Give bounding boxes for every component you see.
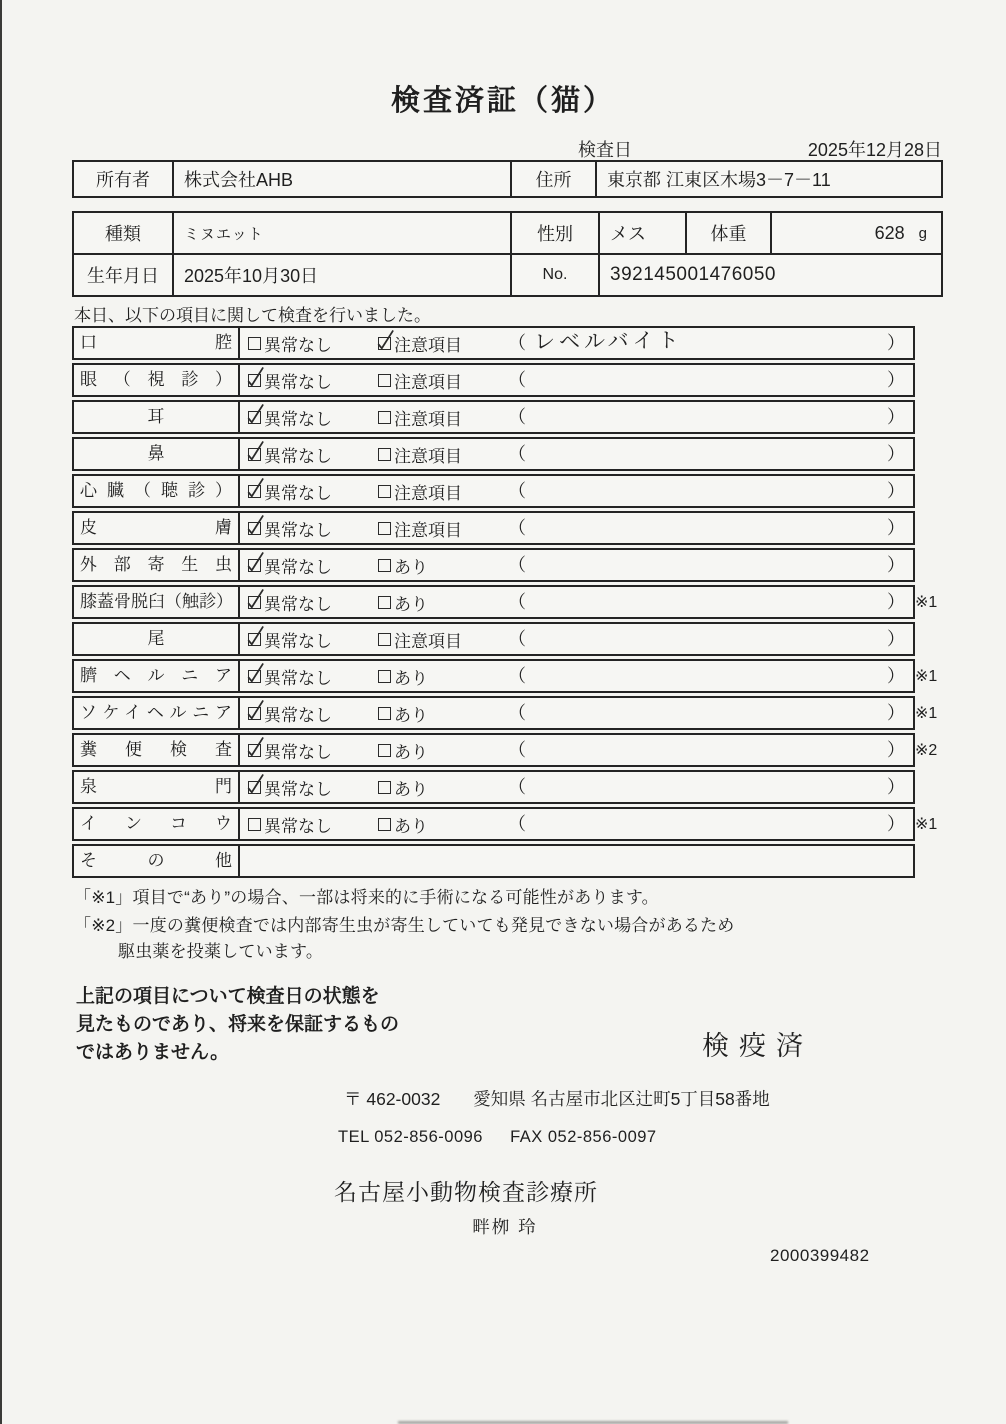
exam-row (72, 363, 915, 397)
no-abnormality-label: 異常なし (264, 631, 332, 651)
no-abnormality-checkbox[interactable] (248, 670, 261, 683)
weight-value: 628 (874, 222, 905, 243)
remarks-paren-open: （ (508, 666, 526, 686)
no-abnormality-checkbox[interactable] (248, 485, 261, 498)
no-abnormality-checkbox[interactable] (248, 522, 261, 535)
exam-row-content (240, 698, 913, 728)
scan-edge-artifact (0, 0, 2, 1424)
exam-item-label: インコウ (74, 809, 240, 839)
breed-value: ミヌエット (174, 213, 512, 253)
exam-item-label: その他 (74, 846, 240, 876)
no-abnormality-option (248, 550, 332, 580)
no-abnormality-label: 異常なし (264, 372, 332, 392)
owner-table (72, 160, 943, 198)
exam-row (72, 696, 938, 730)
finding-checkbox[interactable] (378, 596, 391, 609)
no-abnormality-label: 異常なし (264, 594, 332, 614)
finding-checkbox[interactable] (378, 448, 391, 461)
finding-checkbox[interactable] (378, 818, 391, 831)
remarks-paren-close: ） (887, 703, 905, 723)
finding-option (378, 772, 428, 802)
remarks-paren-close: ） (887, 370, 905, 390)
clinic-fax: FAX 052-856-0097 (510, 1128, 657, 1146)
finding-option (378, 476, 462, 506)
finding-checkbox[interactable] (378, 522, 391, 535)
no-abnormality-checkbox[interactable] (248, 337, 261, 350)
breed-label: 種類 (74, 213, 174, 253)
remarks-paren-close: ） (887, 444, 905, 464)
finding-option (378, 698, 428, 728)
intro-text: 本日、以下の項目に関して検査を行いました。 (74, 306, 431, 325)
remarks-paren-close: ） (887, 481, 905, 501)
remarks-paren-open: （ (508, 592, 526, 612)
clinic-address: 愛知県 名古屋市北区辻町5丁目58番地 (473, 1089, 770, 1109)
exam-item-label: 泉門 (74, 772, 240, 802)
owner-value: 株式会社AHB (174, 162, 512, 196)
exam-row (72, 400, 915, 434)
finding-checkbox[interactable] (378, 633, 391, 646)
exam-row (72, 326, 915, 360)
remarks-paren-open: （ (508, 481, 526, 501)
exam-item-label: 外部寄生虫 (74, 550, 240, 580)
finding-label: あり (394, 742, 428, 762)
no-abnormality-label: 異常なし (264, 705, 332, 725)
exam-row (72, 585, 938, 619)
exam-item-label: 皮膚 (74, 513, 240, 543)
no-abnormality-label: 異常なし (264, 335, 332, 355)
veterinarian-name: 畔栁 玲 (472, 1217, 538, 1237)
exam-row-content (240, 365, 913, 395)
exam-item-label: 心臓（聴診） (74, 476, 240, 506)
finding-label: 注意項目 (394, 631, 462, 651)
exam-row-content (240, 476, 913, 506)
exam-row-content (240, 587, 913, 617)
finding-option (378, 624, 462, 654)
exam-row-content (240, 439, 913, 469)
no-abnormality-option (248, 735, 332, 765)
finding-option (378, 809, 428, 839)
weight-unit: g (918, 224, 927, 242)
footnote-2-line1: 「※2」一度の糞便検査では内部寄生虫が寄生していても発見できない場合があるため (74, 916, 735, 935)
no-abnormality-option (248, 772, 332, 802)
remarks-paren-open: （ (508, 407, 526, 427)
exam-row (72, 474, 915, 508)
remarks-paren-open: （ (508, 777, 526, 797)
no-abnormality-checkbox[interactable] (248, 818, 261, 831)
remarks-paren-open: （ (508, 518, 526, 538)
disclaimer-line-1: 上記の項目について検査日の状態を (76, 986, 380, 1007)
address-value: 東京都 江東区木場3－7－11 (607, 170, 831, 190)
remarks-paren-open: （ (508, 370, 526, 390)
no-abnormality-checkbox[interactable] (248, 596, 261, 609)
finding-option (378, 661, 428, 691)
remarks-paren-close: ） (887, 518, 905, 538)
no-abnormality-option (248, 624, 332, 654)
exam-item-label: 鼻 (74, 439, 240, 469)
id-number-value: 392145001476050 (610, 264, 777, 285)
remarks-paren-close: ） (887, 777, 905, 797)
no-abnormality-label: 異常なし (264, 520, 332, 540)
no-abnormality-option (248, 439, 332, 469)
exam-item-label: 膝蓋骨脱臼（触診） (74, 587, 240, 617)
no-abnormality-checkbox[interactable] (248, 374, 261, 387)
exam-row (72, 548, 915, 582)
inspection-date-value: 2025年12月28日 (807, 140, 942, 160)
disclaimer-line-2: 見たものであり、将来を保証するもの (76, 1014, 400, 1035)
remarks-paren-close: ） (887, 333, 905, 353)
exam-item-label: 耳 (74, 402, 240, 432)
weight-cell (772, 213, 941, 253)
no-abnormality-checkbox[interactable] (248, 559, 261, 572)
handwritten-note: レベルバイト (533, 329, 683, 354)
animal-table (72, 211, 943, 297)
finding-label: 注意項目 (394, 372, 462, 392)
disclaimer-line-3: ではありません。 (76, 1042, 230, 1063)
clinic-phone-row (338, 1128, 657, 1147)
no-abnormality-label: 異常なし (264, 446, 332, 466)
finding-checkbox[interactable] (378, 744, 391, 757)
footnote-mark: ※1 (915, 816, 938, 833)
quarantine-passed-stamp: 検疫済 (702, 1031, 813, 1061)
remarks-paren-close: ） (887, 629, 905, 649)
animal-table-row-1 (74, 213, 941, 255)
exam-item-label: 臍ヘルニア (74, 661, 240, 691)
exam-row (72, 844, 915, 878)
exam-row-content (240, 735, 913, 765)
exam-row-content (240, 661, 913, 691)
address-label: 住所 (512, 162, 597, 196)
exam-row-content (240, 772, 913, 802)
remarks-paren-open: （ (508, 703, 526, 723)
exam-row-content (240, 809, 913, 839)
finding-checkbox[interactable] (378, 337, 391, 350)
exam-item-label: ソケイヘルニア (74, 698, 240, 728)
no-abnormality-checkbox[interactable] (248, 744, 261, 757)
remarks-paren-close: ） (887, 592, 905, 612)
no-abnormality-checkbox[interactable] (248, 448, 261, 461)
exam-row (72, 770, 915, 804)
sex-value: メス (600, 213, 687, 253)
finding-label: 注意項目 (394, 483, 462, 503)
exam-row-content (240, 846, 913, 876)
no-abnormality-option (248, 809, 332, 839)
animal-table-row-2 (74, 255, 941, 295)
clinic-address-row (344, 1086, 770, 1111)
exam-row (72, 437, 915, 471)
no-abnormality-label: 異常なし (264, 668, 332, 688)
clinic-tel: TEL 052-856-0096 (338, 1128, 483, 1146)
exam-row (72, 511, 915, 545)
birthdate-label: 生年月日 (74, 255, 174, 295)
finding-checkbox[interactable] (378, 559, 391, 572)
no-abnormality-option (248, 365, 332, 395)
finding-option (378, 735, 428, 765)
no-abnormality-option (248, 587, 332, 617)
no-abnormality-label: 異常なし (264, 816, 332, 836)
finding-checkbox[interactable] (378, 781, 391, 794)
no-abnormality-label: 異常なし (264, 557, 332, 577)
remarks-paren-close: ） (887, 555, 905, 575)
document-serial-number: 2000399482 (770, 1246, 870, 1265)
remarks-paren-open: （ (508, 629, 526, 649)
finding-label: あり (394, 668, 428, 688)
page-title: 検査済証（猫） (390, 85, 615, 117)
finding-option (378, 402, 462, 432)
footnote-2-line2: 駆虫薬を投薬しています。 (118, 942, 324, 961)
footnote-mark: ※2 (915, 742, 938, 759)
no-abnormality-label: 異常なし (264, 779, 332, 799)
exam-row-content (240, 328, 913, 358)
finding-option (378, 328, 462, 358)
exam-row-content (240, 513, 913, 543)
exam-item-label: 口腔 (74, 328, 240, 358)
disclaimer-text (76, 983, 399, 1067)
finding-checkbox[interactable] (378, 485, 391, 498)
no-abnormality-label: 異常なし (264, 742, 332, 762)
footnote-1: 「※1」項目で“あり”の場合、一部は将来的に手術になる可能性があります。 (74, 888, 659, 907)
exam-item-label: 糞便検査 (74, 735, 240, 765)
finding-option (378, 513, 462, 543)
remarks-paren-open: （ (508, 444, 526, 464)
finding-option (378, 439, 462, 469)
no-abnormality-label: 異常なし (264, 483, 332, 503)
id-number-label: No. (512, 255, 600, 295)
finding-label: あり (394, 705, 428, 725)
remarks-paren-close: ） (887, 740, 905, 760)
no-abnormality-checkbox[interactable] (248, 781, 261, 794)
no-abnormality-checkbox[interactable] (248, 633, 261, 646)
footnote-mark: ※1 (915, 668, 938, 685)
finding-label: あり (394, 594, 428, 614)
finding-option (378, 365, 462, 395)
no-abnormality-option (248, 513, 332, 543)
inspection-date-label: 検査日 (578, 140, 632, 160)
clinic-name: 名古屋小動物検査診療所 (334, 1179, 598, 1205)
remarks-paren-open: （ (508, 740, 526, 760)
exam-row-content (240, 624, 913, 654)
weight-label: 体重 (687, 213, 772, 253)
birthdate-value: 2025年10月30日 (174, 255, 512, 295)
finding-label: あり (394, 557, 428, 577)
no-abnormality-checkbox[interactable] (248, 707, 261, 720)
owner-label: 所有者 (74, 162, 174, 196)
no-abnormality-option (248, 328, 332, 358)
exam-row (72, 622, 915, 656)
no-abnormality-option (248, 698, 332, 728)
finding-label: 注意項目 (394, 446, 462, 466)
exam-row (72, 733, 938, 767)
exam-row (72, 807, 938, 841)
postal-code: 〒 462-0032 (344, 1089, 441, 1109)
finding-label: 注意項目 (394, 409, 462, 429)
remarks-paren-open: （ (508, 555, 526, 575)
inspection-date-row (578, 136, 942, 162)
finding-option (378, 587, 428, 617)
footnote-mark: ※1 (915, 594, 938, 611)
remarks-paren-open: （ (508, 814, 526, 834)
finding-checkbox[interactable] (378, 670, 391, 683)
no-abnormality-checkbox[interactable] (248, 411, 261, 424)
exam-table (72, 326, 938, 881)
finding-option (378, 550, 428, 580)
finding-checkbox[interactable] (378, 707, 391, 720)
remarks-paren-close: ） (887, 814, 905, 834)
remarks-paren-open: （ (508, 333, 526, 353)
exam-row-content (240, 550, 913, 580)
exam-item-label: 眼（視診） (74, 365, 240, 395)
finding-label: 注意項目 (394, 335, 462, 355)
no-abnormality-label: 異常なし (264, 409, 332, 429)
exam-item-label: 尾 (74, 624, 240, 654)
remarks-paren-close: ） (887, 666, 905, 686)
finding-label: あり (394, 816, 428, 836)
sex-label: 性別 (512, 213, 600, 253)
finding-checkbox[interactable] (378, 374, 391, 387)
no-abnormality-option (248, 476, 332, 506)
finding-checkbox[interactable] (378, 411, 391, 424)
no-abnormality-option (248, 402, 332, 432)
finding-label: 注意項目 (394, 520, 462, 540)
remarks-paren-close: ） (887, 407, 905, 427)
finding-label: あり (394, 779, 428, 799)
exam-row (72, 659, 938, 693)
exam-row-content (240, 402, 913, 432)
footnote-mark: ※1 (915, 705, 938, 722)
no-abnormality-option (248, 661, 332, 691)
